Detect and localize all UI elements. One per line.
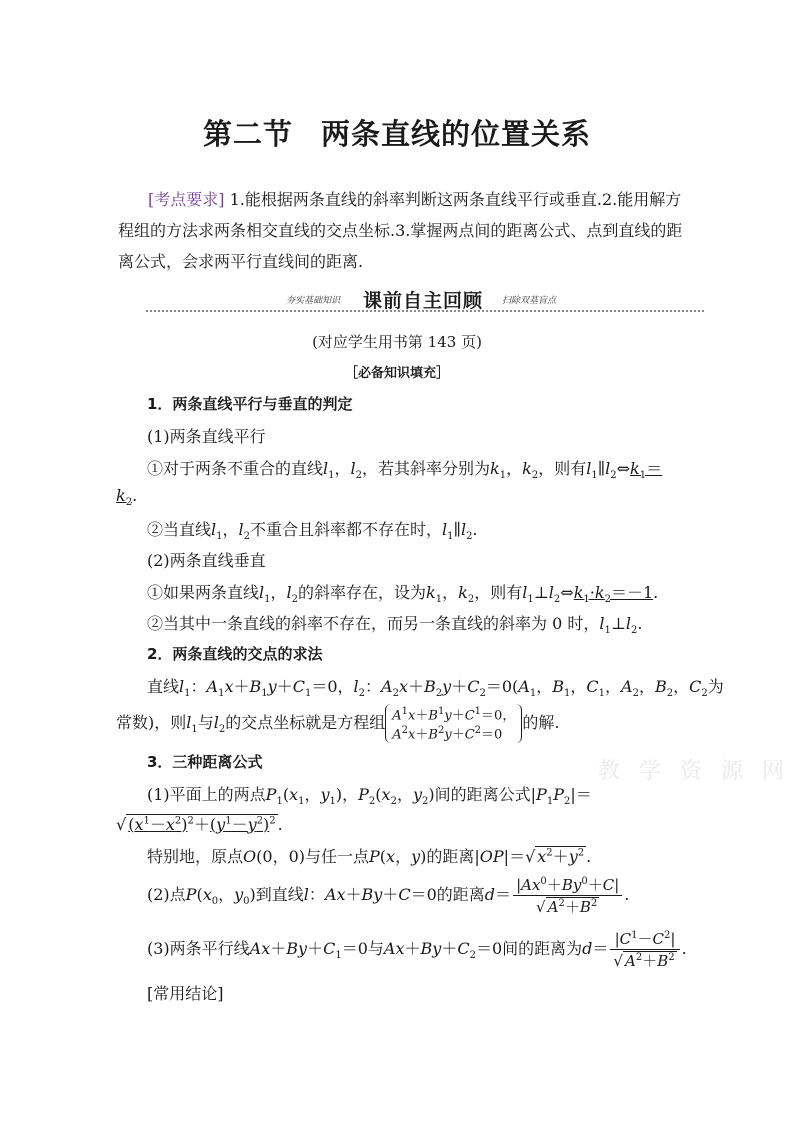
section-3-line-4: (2)点$P(x_0$，$y_0$)到直线l：Ax＋By＋C＝0的距离d＝ $\frac{|Ax^0+By^0+C|}{√ A^2+B^2}$ . xyxy=(147,876,630,916)
common-conclusions-label: [常用结论] xyxy=(147,984,224,1003)
section-1-line-3: ①如果两条直线$l_1$，$l_2$的斜率存在，设为$k_1$，$k_2$，则有$l_1\perp l_2\Leftrightarrow k_1\cdot k_2=-1$. xyxy=(147,583,659,606)
section-tag: ［必备知识填充］ xyxy=(344,366,449,381)
page-reference: (对应学生用书第 143 页) xyxy=(312,333,482,351)
banner-right-text: 扫除双基盲点 xyxy=(502,296,557,306)
section-1-line-1: ①对于两条不重合的直线$l_1$，$l_2$，若其斜率分别为$k_1$，$k_2$，则有$l_1\parallel l_2\Leftrightarrow k_1=$ xyxy=(147,459,663,482)
section-2-line-2: 常数)，则$l_1$与$l_2$的交点坐标就是方程组 $A^1x+B^1y+C^1=0$， $A^2x+B^2y+C^2=0$的解. xyxy=(116,706,560,743)
banner-title: 课前自主回顾 xyxy=(362,290,483,312)
title-section-number: 第二节 xyxy=(202,117,293,151)
section-1-sub-parallel: (1)两条直线平行 xyxy=(147,427,266,446)
equation-system: $A^1x+B^1y+C^1=0$， $A^2x+B^2y+C^2=0$ xyxy=(385,704,522,743)
section-2-heading: 2．两条直线的交点的求法 xyxy=(147,645,323,663)
section-banner xyxy=(118,286,704,314)
section-1-line-1-cont: $k_2$. xyxy=(116,486,138,509)
title-text: 两条直线的位置关系 xyxy=(321,117,592,151)
section-1-heading: 1．两条直线平行与垂直的判定 xyxy=(147,395,353,413)
banner-left-text: 夯实基础知识 xyxy=(286,296,341,306)
requirements-line-1: 1.能根据两条直线的斜率判断这两条直线平行或垂直.2.能用解方 xyxy=(229,190,682,209)
section-2-line-1: 直线$l_1$：$A_1x+B_1y+C_1=0$，$l_2$：$A_2x+B_2y+C_2=0(A_1$，$B_1$，$C_1$，$A_2$，$B_2$，$C_2$为 xyxy=(147,677,724,700)
section-3-line-1: (1)平面上的两点$P_1(x_1$，$y_1$)，$P_2(x_2$，$y_2$)间的距离公式$|P_1P_2|=$ xyxy=(147,785,592,808)
section-3-line-3: 特别地，原点O(0，0)与任一点P(x，y)的距离|OP|＝√ $x^2+y^2$ . xyxy=(147,847,592,866)
requirements-line-3: 离公式，会求两平行直线间的距离. xyxy=(118,252,364,271)
watermark: 教 学 资 源 网 xyxy=(598,759,790,784)
page-title xyxy=(0,112,794,153)
exam-requirements xyxy=(118,184,686,277)
section-1-line-2: ②当直线$l_1$，$l_2$不重合且斜率都不存在时，$l_1\parallel l_2$. xyxy=(147,520,478,543)
section-3-heading: 3．三种距离公式 xyxy=(147,753,263,771)
requirements-line-2: 程组的方法求两条相交直线的交点坐标.3.掌握两点间的距离公式、点到直线的距 xyxy=(118,221,683,240)
section-1-sub-perpendicular: (2)两条直线垂直 xyxy=(147,551,266,570)
section-1-line-4: ②当其中一条直线的斜率不存在，而另一条直线的斜率为 0 时，$l_1\perp l_2$. xyxy=(147,614,643,637)
requirements-tag: [考点要求] xyxy=(148,190,225,209)
banner-divider xyxy=(146,310,704,312)
section-3-line-5: (3)两条平行线$Ax+By+C_1=0$与$Ax+By+C_2=0$间的距离为d＝ $\frac{|C^1-C^2|}{√ A^2+B^2}$ . xyxy=(147,930,687,970)
section-3-line-2: √ $(x^1-x^2)^2+(y^1-y^2)^2$ . xyxy=(116,815,283,834)
